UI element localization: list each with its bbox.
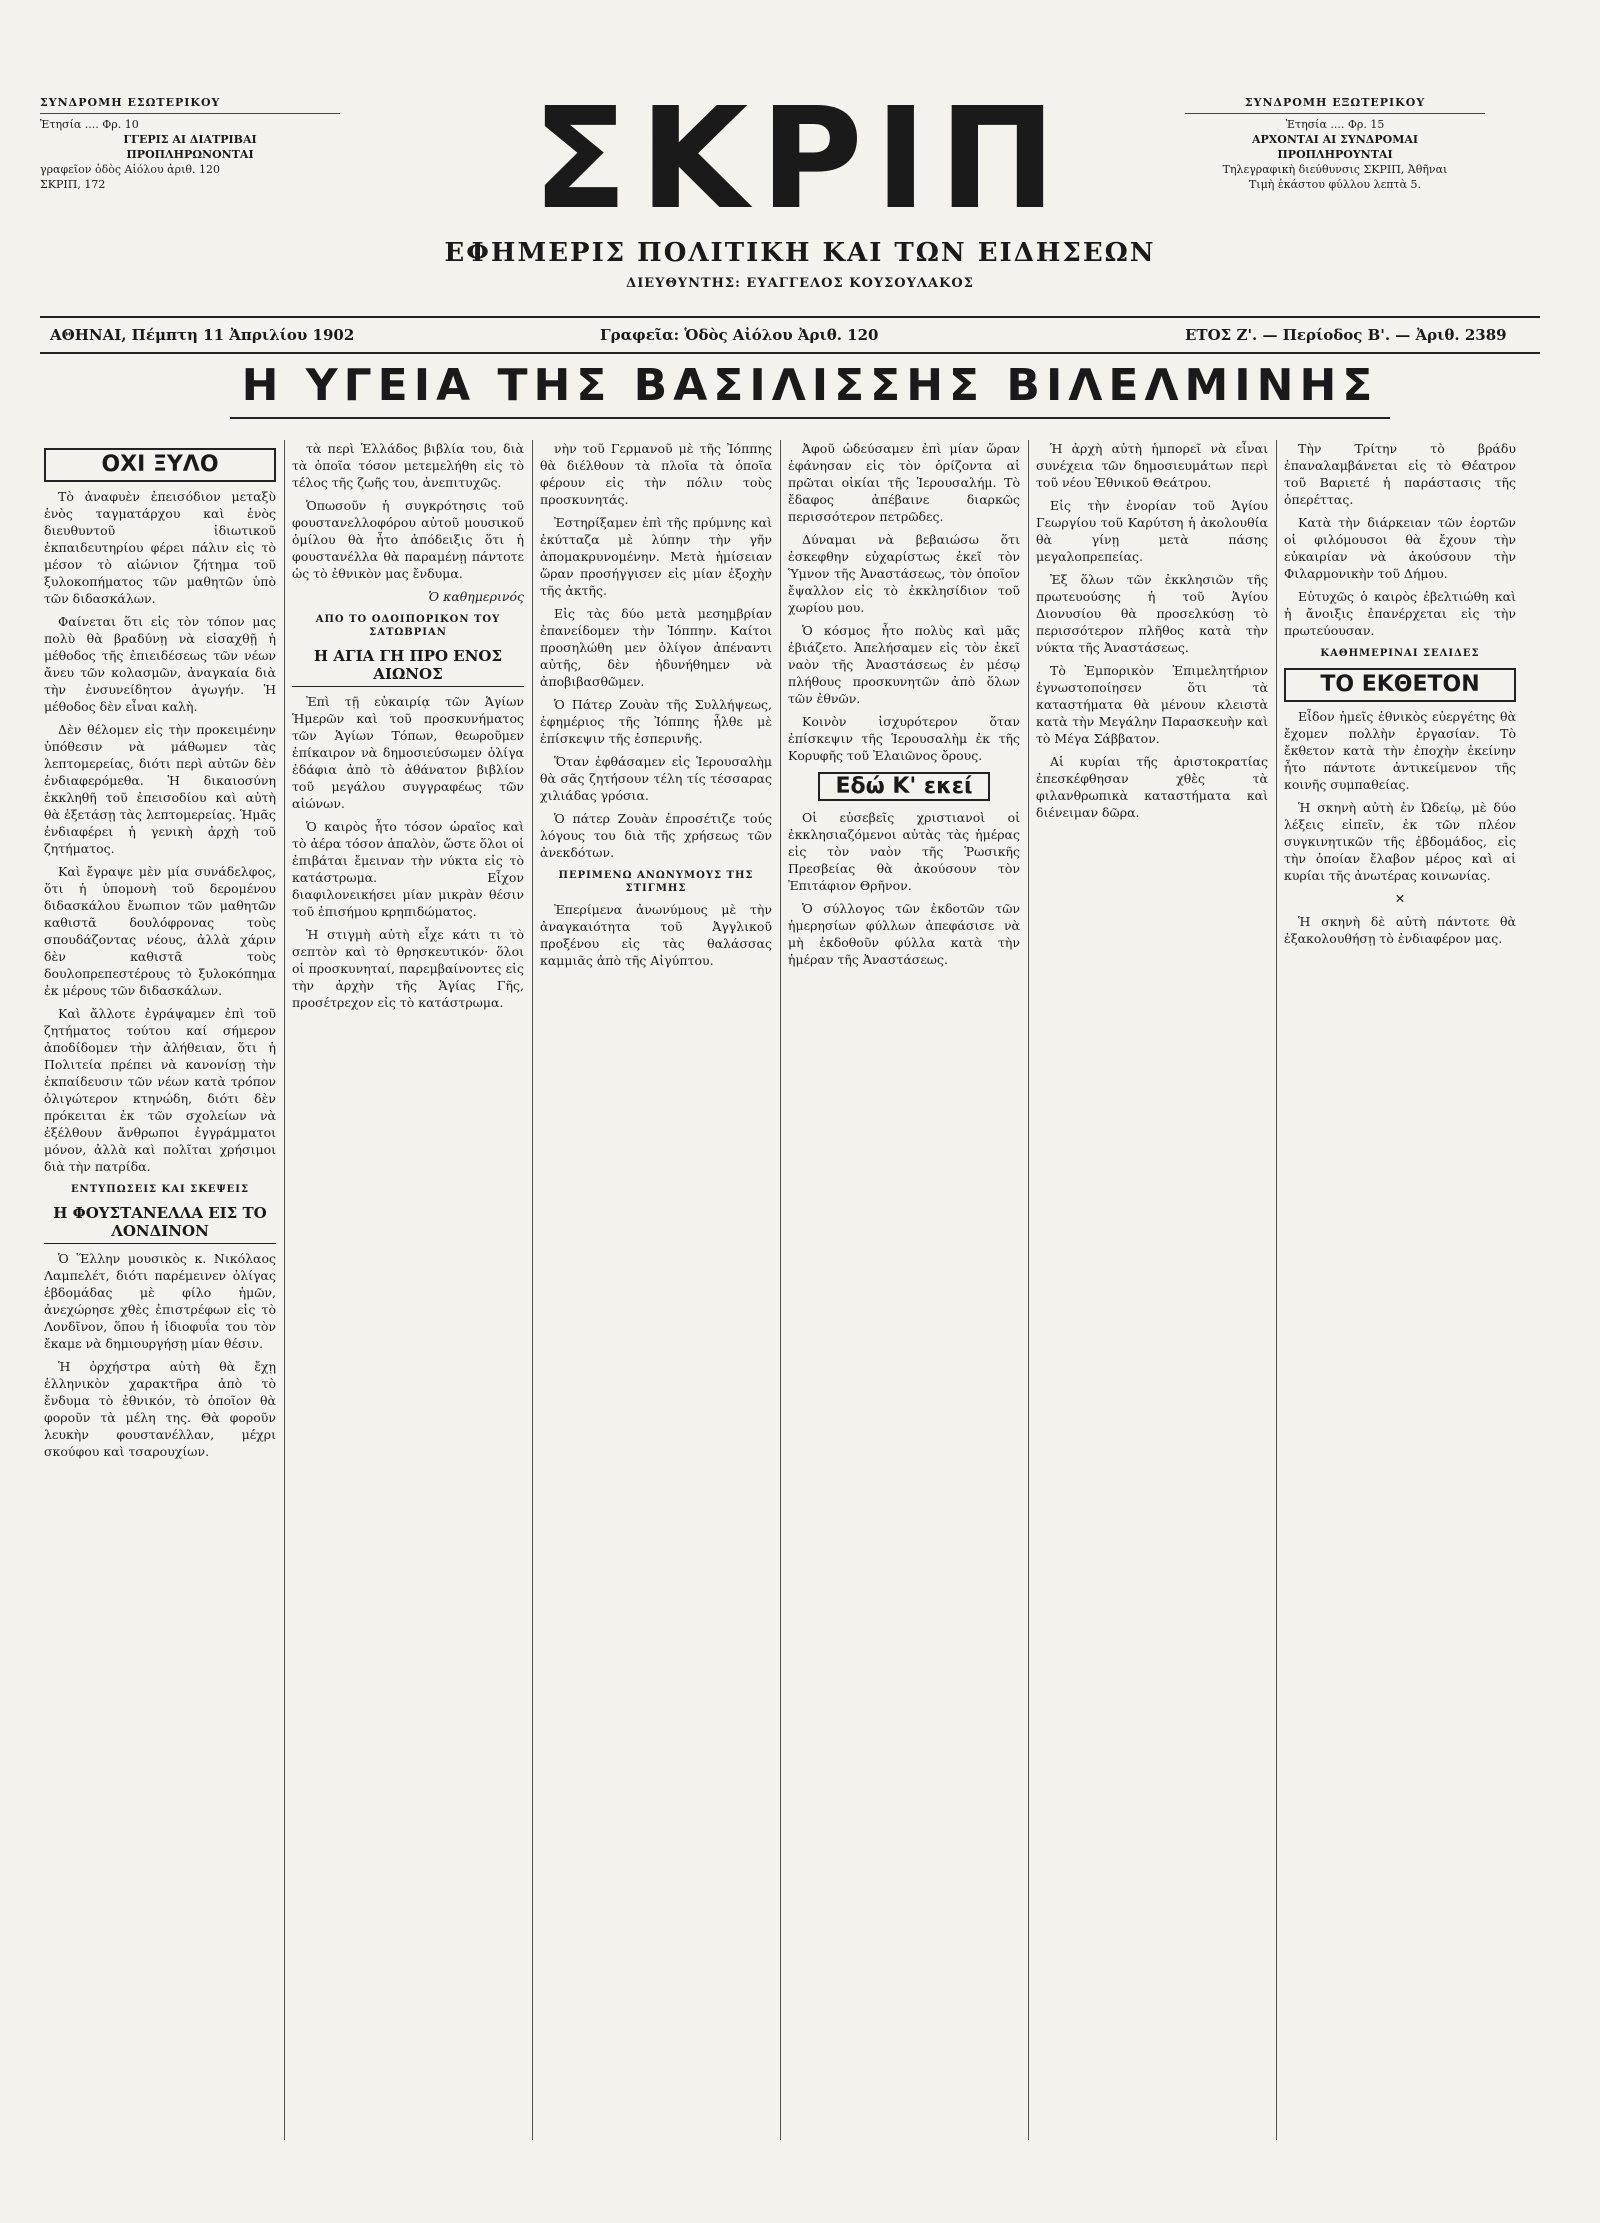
domestic-line: ΠΡΟΠΛΗΡΩΝΟΝΤΑΙ	[126, 148, 254, 161]
main-headline: Η ΥΓΕΙΑ ΤΗΣ ΒΑΣΙΛΙΣΣΗΣ ΒΙΛΕΛΜΙΝΗΣ	[230, 360, 1390, 419]
section-heading: ΕΝΤΥΠΩΣΕΙΣ ΚΑΙ ΣΚΕΨΕΙΣ	[70, 1184, 250, 1195]
domestic-line: γραφεῖον ὁδὸς Αἰόλου ἀριθ. 120	[40, 163, 220, 176]
article-paragraph: Ὁ Ἕλλην μουσικὸς κ. Νικόλαος Λαμπελέτ, διότι παρέμεινεν ὀλίγας ἑβδομάδας μὲ φίλο ἡμῶν, ἀνεχώρησε χθὲς ἐπιστρέφων εἰς τὸ Λονδῖνον, ὅπου ἡ ἱδιοφυΐα του τὸν ἔκαμε νὰ δημιουργήσῃ μίαν θέσιν.	[44, 1251, 276, 1351]
article-paragraph: Τὸ Ἐμπορικὸν Ἐπιμελητήριον ἐγνωστοποίησεν ὅτι τὰ καταστήματα θὰ μένουν κλειστὰ κατὰ τὴν Μεγάλην Παρασκευὴν καὶ τὸ Μέγα Σάββατον.	[1036, 663, 1268, 746]
newspaper-director: ΔΙΕΥΘΥΝΤΗΣ: ΕΥΑΓΓΕΛΟΣ ΚΟΥΣΟΥΛΑΚΟΣ	[626, 276, 974, 291]
article-paragraph: Εἰς τὰς δύο μετὰ μεσημβρίαν ἐπανείδομεν τὴν Ἰόππην. Καίτοι προσηλώθη μεν ὀλίγον ἀπέναντι αὐτῆς, δὲν ἠδυνήθημεν νὰ ἀποβιβασθῶμεν.	[540, 606, 772, 689]
article-paragraph: Ἡ σκηνὴ αὐτὴ ἐν Ὠδείῳ, μὲ δύο λέξεις εἰπεῖν, ἐκ τῶν πλέον συγκινητικῶν τῆς ἐβδομάδος, εἰς τὴν ὁποίαν ἔλαβον μέρος καὶ αἱ κυρίαι τῆς ἀνωτέρας κοινωνίας.	[1284, 800, 1516, 883]
newspaper-title: ΣΚΡΙΠ	[532, 78, 1068, 241]
article-paragraph: Ὁ Πάτερ Ζουὰν τῆς Συλλήψεως, ἐφημέριος τῆς Ἰόππης ἦλθε μὲ ἐπίσκεψιν τῆς ἐσπερινῆς.	[540, 697, 772, 746]
article-paragraph: Αἱ κυρίαι τῆς ἀριστοκρατίας ἐπεσκέφθησαν χθὲς τὰ φιλανθρωπικὰ καταστήματα καὶ διένειμαν δῶρα.	[1036, 754, 1268, 820]
dateline-bar	[40, 316, 1540, 354]
article-paragraph: Ἐστηρίξαμεν ἐπὶ τῆς πρύμνης καὶ ἐκύτταζα μὲ λύπην τὴν γῆν ἀπομακρυνομένην. Μετὰ ἡμίσειαν ὥραν προσήγγισεν εἰς μίαν ἐξοχὴν τῆς ἀκτῆς.	[540, 515, 772, 598]
foreign-line: ΠΡΟΠΛΗΡΟΥΝΤΑΙ	[1277, 148, 1393, 161]
article-paragraph: Φαίνεται ὅτι εἰς τὸν τόπον μας πολὺ θὰ βραδύνῃ νὰ εἰσαχθῇ ἡ μέθοδος τῆς ἐπιειδέσεως τῶν νέων ἄνευ τῶν κολασμῶν, ἀναγκαία διὰ τὴν ἐνσυνείδητον ἀγωγήν. Ἡ μέθοδος δὲν εἶναι καλὴ.	[44, 614, 276, 714]
article-paragraph: Δὲν θέλομεν εἰς τὴν προκειμένην ὑπόθεσιν νὰ μάθωμεν τὰς λεπτομερείας, διότι περὶ αὐτῶν δὲν ἐνδιαφερόμεθα. Ἡ δικαιοσύνη ἐκκληθῆ τοῦ ἐπεισοδίου καὶ αὐτὴ θὰ ἐξετάσῃ τὰς λεπτομερείας. Ἡμᾶς ἐνδιαφέρει ἡ γενικὴ ἀρχὴ τοῦ ζητήματος.	[44, 722, 276, 856]
article-paragraph: Ἐξ ὅλων τῶν ἐκκλησιῶν τῆς πρωτευούσης ἡ τοῦ Ἁγίου Διονυσίου θὰ προσελκύσῃ τὸ περισσότερον πλῆθος κατὰ τὴν νύκτα τῆς Ἀναστάσεως.	[1036, 572, 1268, 655]
column-2	[292, 440, 524, 2140]
article-paragraph: Τὴν Τρίτην τὸ βράδυ ἐπαναλαμβάνεται εἰς τὸ Θέατρον τοῦ Βαριετέ ἡ παράστασις τῆς ὀπερέττας.	[1284, 441, 1516, 507]
domestic-line: ΣΚΡΙΠ, 172	[40, 178, 106, 191]
section-heading: ΚΑΘΗΜΕΡΙΝΑΙ ΣΕΛΙΔΕΣ	[1320, 648, 1480, 659]
article-paragraph: νὴν τοῦ Γερμανοῦ μὲ τῆς Ἰόππης θὰ διέλθουν τὰ πλοῖα τὰ ὁποῖα φέρουν εἰς τὴν πόλιν τοὺς προσκυνητάς.	[540, 441, 772, 507]
article-paragraph: Καὶ ἔγραψε μὲν μία συνάδελφος, ὅτι ἡ ὑπομονὴ τοῦ δερομένου διδασκάλου ἔνωπιον τῶν μαθητῶν καθιστᾶ δουλόφρονας τοὺς σπουδάζοντας νέους, ἀλλὰ χάριν δὲν καθιστᾶ τοὺς δουλοπρεπεστέρους τὸ ξυλοκόπημα ἐκ μέρους τῶν διδασκάλων.	[44, 864, 276, 998]
foreign-heading: ΣΥΝΔΡΟΜΗ ΕΞΩΤΕΡΙΚΟΥ	[1244, 96, 1426, 109]
article-paragraph: Ἀφοῦ ὡδεύσαμεν ἐπὶ μίαν ὥραν ἐφάνησαν εἰς τὸν ὁρίζοντα αἱ πρῶται οἰκίαι τῆς Ἱερουσαλήμ. Τὸ ἔδαφος ἀπέβαινε διαρκῶς περισσότερον πετρῶδες.	[788, 441, 1020, 524]
column-1	[44, 440, 276, 2140]
article-paragraph: Ἡ ἀρχὴ αὐτὴ ἡμπορεῖ νὰ εἶναι συνέχεια τῶν δημοσιευμάτων περὶ τοῦ νέου Ἐθνικοῦ Θεάτρου.	[1036, 441, 1268, 490]
article-paragraph: Ὅταν ἐφθάσαμεν εἰς Ἱερουσαλὴμ θὰ σᾶς ζητήσουν τέλη τίς τέσσαρας χιλιάδας γρόσια.	[540, 754, 772, 803]
article-heading: Εδώ Κ' εκεί	[818, 772, 990, 801]
domestic-line: Ἐτησία .... Φρ. 10	[40, 118, 139, 131]
column-6	[1284, 440, 1516, 2140]
separator-glyph: ✕	[1394, 891, 1406, 906]
article-paragraph: Ἡ στιγμὴ αὐτὴ εἶχε κάτι τι τὸ σεπτὸν καὶ τὸ θρησκευτικόν· ὅλοι οἱ προσκυνηταί, παρεμβαίνοντες εἰς τὴν ἀρχὴν τῆς Ἁγίας Γῆς, προσέτρεχον εἰς τὸ κατάστρωμα.	[292, 927, 524, 1010]
column-4	[788, 440, 1020, 2140]
article-paragraph: Ἐπερίμενα ἀνωνύμους μὲ τὴν ἀναγκαιότητα τοῦ Ἀγγλικοῦ προξένου εἰς τὰς θαλάσσας καμμιᾶς ἀπὸ τῆς Αἰγύπτου.	[540, 902, 772, 968]
article-paragraph: Τὸ ἀναφυὲν ἐπεισόδιον μεταξὺ ἑνὸς ταγματάρχου καὶ ἑνὸς διευθυντοῦ ἰδιωτικοῦ ἐκπαιδευτηρίου φέρει πάλιν εἰς τὸ μέσον τὸ αἰώνιον ζήτημα τοῦ ξυλοκοπήματος τῶν μαθητῶν ὑπὸ τῶν διδασκάλων.	[44, 489, 276, 606]
article-heading: Η ΑΓΙΑ ΓΗ ΠΡΟ ΕΝΟΣ ΑΙΩΝΟΣ	[292, 647, 524, 687]
article-heading: ΟΧΙ ΞΥΛΟ	[44, 448, 276, 482]
issue-number: ΕΤΟΣ Ζ'. — Περίοδος Β'. — Ἀριθ. 2389	[1185, 326, 1507, 344]
article-paragraph: Ἡ ὀρχήστρα αὐτὴ θὰ ἔχῃ ἑλληνικὸν χαρακτῆρα ἀπὸ τὸ ἔνδυμα τὸ ἐθνικόν, τὸ ὁποῖον θὰ φοροῦν τὰ μέλη της. Θὰ φοροῦν λευκὴν φουστανέλλαν, μέχρι σκούφου καὶ τσαρουχίων.	[44, 1359, 276, 1459]
article-paragraph: Ὁ καιρὸς ἦτο τόσον ὡραῖος καὶ τὸ ἀέρα τόσον ἁπαλὸν, ὥστε ὅλοι οἱ ἐπιβάται ἔμειναν τὴν νύκτα εἰς τὸ κατάστρωμα. Εἶχον διαφιλονεικήσει μίαν μικρὰν θέσιν τοῦ ἐπισήμου κρηπιδώματος.	[292, 819, 524, 919]
column-5	[1036, 440, 1268, 2140]
foreign-line: Ἐτησία .... Φρ. 15	[1285, 118, 1385, 131]
article-paragraph: Οἱ εὐσεβεῖς χριστιανοὶ οἱ ἐκκλησιαζόμενοι αὐτὰς τὰς ἡμέρας εἰς τὸν ναὸν τῆς Ῥωσικῆς Πρεσβείας θὰ ἀκούσουν τὸν Ἐπιτάφιον Θρῆνον.	[788, 810, 1020, 893]
newspaper-subtitle: ΕΦΗΜΕΡΙΣ ΠΟΛΙΤΙΚΗ ΚΑΙ ΤΩΝ ΕΙΔΗΣΕΩΝ	[444, 238, 1156, 268]
article-heading: Η ΦΟΥΣΤΑΝΕΛΛΑ ΕΙΣ ΤΟ ΛΟΝΔΙΝΟΝ	[44, 1204, 276, 1244]
foreign-line: Τηλεγραφικὴ διεύθυνσις ΣΚΡΙΠ, Ἀθῆναι	[1222, 163, 1448, 176]
article-paragraph: τὰ περὶ Ἑλλάδος βιβλία του, διὰ τὰ ὁποῖα τόσον μετεμελήθη εἰς τὸ τέλος τῆς ζωῆς του, ἀνεπιτυχῶς.	[292, 441, 524, 490]
office-address: Γραφεῖα: Ὁδὸς Αἰόλου Ἀριθ. 120	[600, 326, 879, 344]
article-paragraph: Κατὰ τὴν διάρκειαν τῶν ἑορτῶν οἱ φιλόμουσοι θὰ ἔχουν τὴν εὐκαιρίαν νὰ ἀκούσουν τὴν Φιλαρμονικὴν τοῦ Δήμου.	[1284, 515, 1516, 581]
article-paragraph: Καὶ ἄλλοτε ἐγράψαμεν ἐπὶ τοῦ ζητήματος τούτου καί σήμερον ἀποδίδομεν τὴν ἀλήθειαν, ὅτι ἡ Πολιτεία πρέπει νὰ κανονίσῃ τὴν ἐκπαίδευσιν τῶν νέων κατὰ τρόπον ὀλιγώτερον κτηνώδη, διότι δὲν πρόκειται ἐκ τῶν σχολείων νὰ ἐξέλθουν ἄνθρωποι ἐγγράμματοι μόνον, ἀλλὰ καὶ πολῖται χρήσιμοι διὰ τὴν πατρίδα.	[44, 1006, 276, 1174]
article-paragraph: Εἶδον ἡμεῖς ἐθνικὸς εὐεργέτης θὰ ἔχομεν πολλὴν ἐργασίαν. Τὸ ἔκθετον κατὰ τὴν ἐποχὴν ἐκείνην ἦτο πάντοτε ἀντικείμενον τῆς κοινῆς συμπαθείας.	[1284, 709, 1516, 792]
subscription-box-domestic	[40, 95, 340, 192]
article-paragraph: Ὁπωσοῦν ἡ συγκρότησις τοῦ φουστανελλοφόρου αὐτοῦ μουσικοῦ ὁμίλου θὰ ἦτο ἀπόδειξις ὅτι ἡ φουστανέλλα θὰ παραμένῃ πάντοτε ὡς τὸ ἐθνικὸν μας ἔνδυμα.	[292, 498, 524, 581]
section-heading: ΑΠΟ ΤΟ ΟΔΟΙΠΟΡΙΚΟΝ ΤΟΥ ΣΑΤΩΒΡΙΑΝ	[315, 614, 501, 638]
domestic-line: ΓΓΕΡΙΣ ΑΙ ΔΙΑΤΡΙΒΑΙ	[123, 133, 257, 146]
article-paragraph: Δύναμαι νὰ βεβαιώσω ὅτι ἐσκεφθην εὐχαρίστως ἐκεῖ τὸν Ὑμνον τῆς Ἀναστάσεως, τὸν ὁποῖον ἔψαλλον εἰς τὸ ἐκκλησίδιον τοῦ χωρίου μου.	[788, 532, 1020, 615]
article-paragraph: Εὐτυχῶς ὁ καιρὸς ἐβελτιώθη καὶ ἡ ἄνοιξις ἐπανέρχεται εἰς τὴν πρωτεύουσαν.	[1284, 589, 1516, 638]
article-paragraph: Ὁ πάτερ Ζουὰν ἐπροσέτιζε τούς λόγους του διὰ τῆς χρήσεως τῶν ἀνεκδότων.	[540, 811, 772, 860]
foreign-line: ΑΡΧΟΝΤΑΙ ΑΙ ΣΥΝΔΡΟΜΑΙ	[1251, 133, 1419, 146]
article-paragraph: Ἡ σκηνὴ δὲ αὐτὴ πάντοτε θὰ ἐξακολουθήσῃ τὸ ἐνδιαφέρον μας.	[1284, 914, 1516, 946]
column-3	[540, 440, 772, 2140]
article-paragraph: Ὁ κόσμος ἦτο πολὺς καὶ μᾶς ἐβιάζετο. Ἀπελήσαμεν εἰς τὸν ἐκεῖ ναὸν τῆς Ἀναστάσεως ἐν μέσῳ πλήθους προσκυνητῶν ἀπὸ ὅλων τῶν ἐθνῶν.	[788, 623, 1020, 706]
article-heading: ΤΟ ΕΚΘΕΤΟΝ	[1284, 668, 1516, 702]
domestic-heading: ΣΥΝΔΡΟΜΗ ΕΣΩΤΕΡΙΚΟΥ	[40, 96, 221, 109]
subscription-box-foreign	[1185, 95, 1485, 192]
article-paragraph: Ἐπὶ τῇ εὐκαιρίᾳ τῶν Ἁγίων Ἡμερῶν καὶ τοῦ προσκυνήματος τῶν Ἁγίων Τόπων, θεωροῦμεν ἐπίκαιρον νὰ δημοσιεύσωμεν ὀλίγα ἐδάφια ἀπὸ τὸ ἀθάνατον βιβλίον τοῦ μεγάλου συγγραφέως τῶν αἰώνων.	[292, 694, 524, 811]
foreign-line: Τιμὴ ἑκάστου φύλλου λεπτὰ 5.	[1248, 178, 1422, 191]
issue-date: ΑΘΗΝΑΙ, Πέμπτη 11 Ἀπριλίου 1902	[50, 326, 355, 344]
article-paragraph: Κοινὸν ἰσχυρότερον ὅταν ἐπίσκεψιν τῆς Ἱερουσαλὴμ ἐκ τῆς Κορυφῆς τοῦ Ἐλαιῶνος ὄρους.	[788, 714, 1020, 763]
article-paragraph: Ὁ σύλλογος τῶν ἐκδοτῶν τῶν ἡμερησίων φύλλων ἀπεφάσισε νὰ μὴ ἐκδοθοῦν φύλλα κατὰ τὴν ἡμέραν τῆς Ἀναστάσεως.	[788, 901, 1020, 967]
article-signature: Ὁ καθημερινός	[428, 589, 524, 604]
section-heading: ΠΕΡΙΜΕΝΩ ΑΝΩΝΥΜΟΥΣ ΤΗΣ ΣΤΙΓΜΗΣ	[558, 870, 754, 894]
article-paragraph: Εἰς τὴν ἐνορίαν τοῦ Ἁγίου Γεωργίου τοῦ Καρύτση ἡ ἀκολουθία θὰ γίνῃ μετὰ πάσης μεγαλοπρεπείας.	[1036, 498, 1268, 564]
